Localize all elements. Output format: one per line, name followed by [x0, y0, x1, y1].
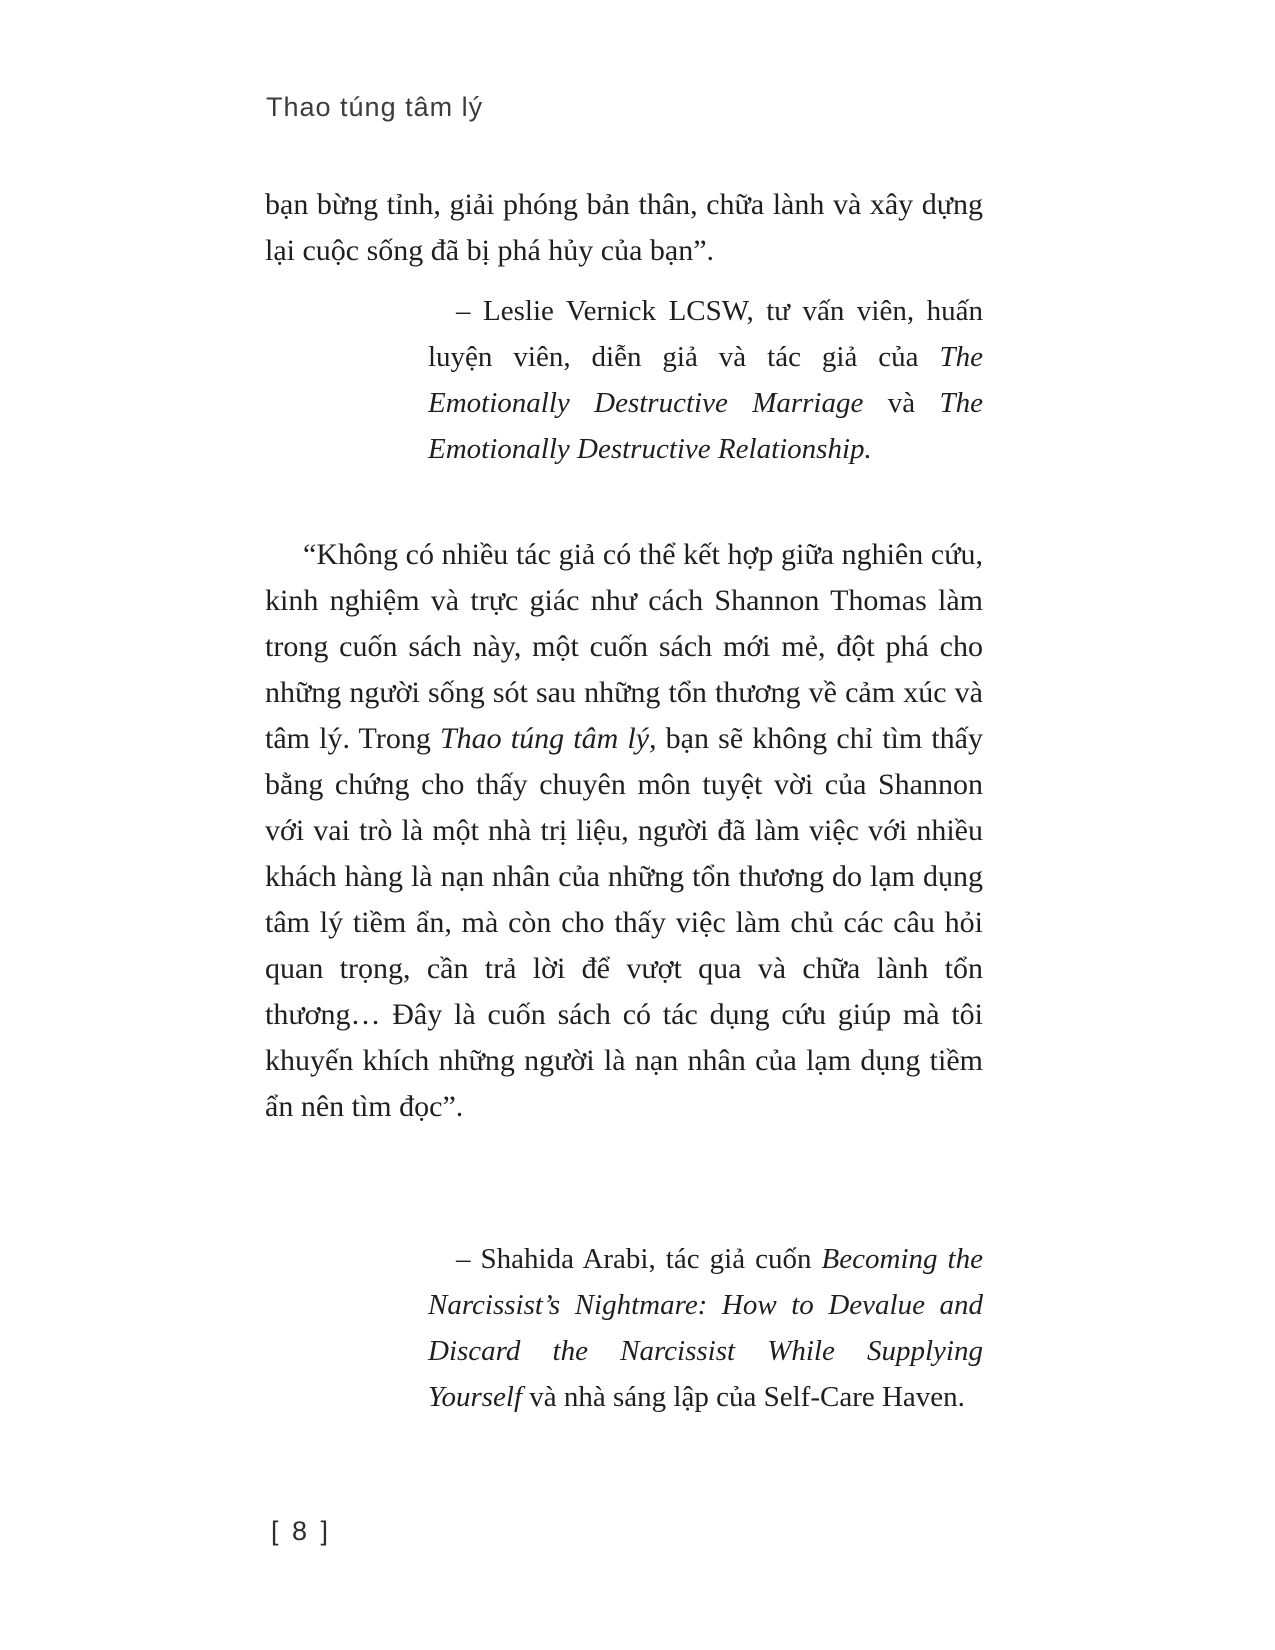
- page-number: [ 8 ]: [271, 1516, 332, 1546]
- text-run: – Leslie Vernick LCSW, tư vấn viên, huấn luyện viên, diễn giả và tác giả của: [428, 295, 983, 373]
- text-run: và: [863, 387, 940, 419]
- attribution-shahida-arabi: [428, 1236, 983, 1420]
- text-run: The Emotionally Destructive Marriage: [428, 341, 983, 419]
- running-header: Thao túng tâm lý: [266, 92, 484, 122]
- text-run: và nhà sáng lập của Self-Care Haven.: [522, 1381, 965, 1413]
- text-run: “Không có nhiều tác giả có thể kết hợp giữa nghiên cứu, kinh nghiệm và trực giác như cách Shannon Thomas làm trong cuốn sách này, một cuốn sách mới mẻ, đột phá cho những người sống sót sau những tổn thương về cảm xúc và tâm lý. Trong: [265, 538, 983, 755]
- text-run: Thao túng tâm lý,: [439, 722, 657, 755]
- attribution-leslie-vernick: [428, 288, 983, 472]
- text-run: bạn sẽ không chỉ tìm thấy bằng chứng cho thấy chuyên môn tuyệt vời của Shannon với vai trò là một nhà trị liệu, người đã làm việc với nhiều khách hàng là nạn nhân của những tổn thương do lạm dụng tâm lý tiềm ẩn, mà còn cho thấy việc làm chủ các câu hỏi quan trọng, cần trả lời để vượt qua và chữa lành tổn thương… Đây là cuốn sách có tác dụng cứu giúp mà tôi khuyến khích những người là nạn nhân của lạm dụng tiềm ẩn nên tìm đọc”.: [265, 722, 983, 1123]
- text-run: Becoming the Narcissist’s Nightmare: How to Devalue and Discard the Narcissist While Supplying Yourself: [428, 1243, 983, 1413]
- paragraph-opening-continuation: bạn bừng tỉnh, giải phóng bản thân, chữa lành và xây dựng lại cuộc sống đã bị phá hủy của bạn”.: [265, 188, 983, 267]
- paragraph-review-quote: [265, 532, 983, 1130]
- text-run: The Emotionally Destructive Relationship.: [428, 387, 983, 465]
- text-run: – Shahida Arabi, tác giả cuốn: [456, 1243, 822, 1275]
